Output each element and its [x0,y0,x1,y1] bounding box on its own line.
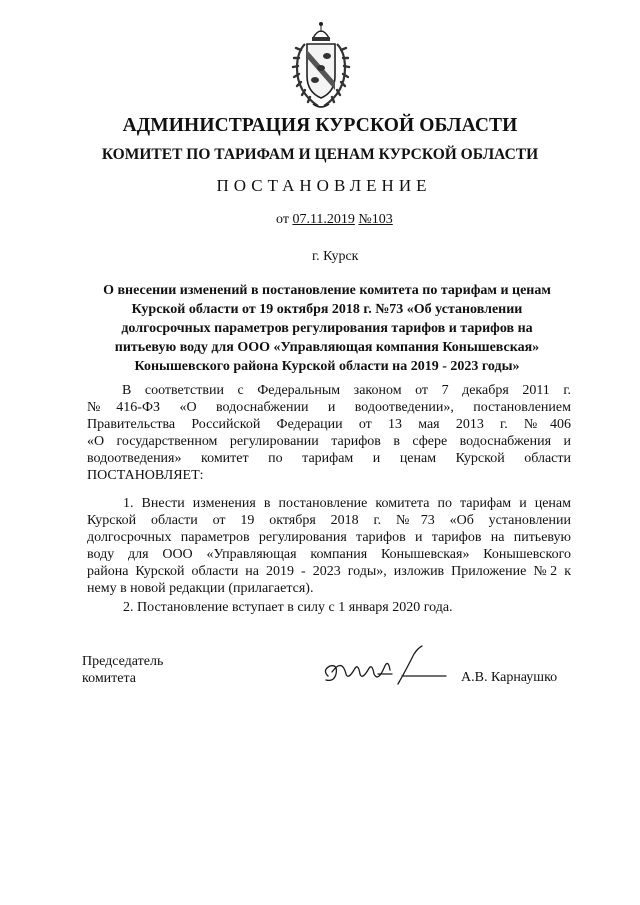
decree-date: 07.11.2019 [292,212,355,227]
preamble-line: ПОСТАНОВЛЯЕТ: [87,468,204,483]
item-1-line: нему в новой редакции (прилагается). [87,581,314,596]
committee-heading: КОМИТЕТ ПО ТАРИФАМ И ЦЕНАМ КУРСКОЙ ОБЛАСТИ [101,146,539,163]
item-1-line: воду для ООО «Управляющая компания Конышевская» Конышевского [87,547,571,562]
decree-date-line [276,212,393,228]
kursk-coat-of-arms-icon [291,20,351,112]
date-from-label: от [276,212,289,227]
item-1-line: Курской области от 19 октября 2018 г. №73 «Об установлении [87,513,571,528]
item-1-line: 1. Внести изменения в постановление комитета по тарифам и ценам [123,496,571,511]
administration-heading: АДМИНИСТРАЦИЯ КУРСКОЙ ОБЛАСТИ [122,115,518,136]
signatory-role-line: Председатель [82,654,164,669]
preamble-line: №416-ФЗ «О водоснабжении и водоотведении», постановлением [87,400,571,415]
item-2-line: 2. Постановление вступает в силу с 1 января 2020 года. [123,600,453,615]
title-line: питьевую воду для ООО «Управляющая компания Конышевская» [114,340,540,355]
decree-number: №103 [358,212,393,227]
preamble-line: «О государственном регулировании тарифов в сфере водоснабжения и [87,434,571,449]
document-type-heading: ПОСТАНОВЛЕНИЕ [216,176,432,195]
title-line: Курской области от 19 октября 2018 г. №73 «Об установлении [131,302,523,317]
preamble-line: Правительства Российской Федерации от 13 мая 2013 г. №406 [87,417,571,432]
item-1-line: района Курской области на 2019 - 2023 годы», изложив Приложение №2 к [87,564,571,579]
handwritten-signature [318,640,448,692]
item-1-line: долгосрочных параметров регулирования тарифов и тарифов на питьевую [87,530,571,545]
signatory-role [82,653,163,687]
item-2-paragraph [87,599,571,616]
signatory-role-line: комитета [82,671,137,686]
title-line: О внесении изменений в постановление комитета по тарифам и ценам [103,283,551,298]
signatory-name: А.В. Карнаушко [461,670,558,685]
title-line: долгосрочных параметров регулирования тарифов и тарифов на [121,321,533,336]
decree-title [84,281,570,376]
preamble-line: В соответствии с Федеральным законом от 7 декабря 2011 г. [122,383,571,398]
preamble-line: водоотведения» комитет по тарифам и ценам Курской области [87,451,571,466]
item-1-paragraph [87,495,571,597]
decree-city: г. Курск [312,249,359,264]
preamble-paragraph [87,382,571,484]
title-line: Конышевского района Курской области на 2019 - 2023 годы» [134,359,520,374]
